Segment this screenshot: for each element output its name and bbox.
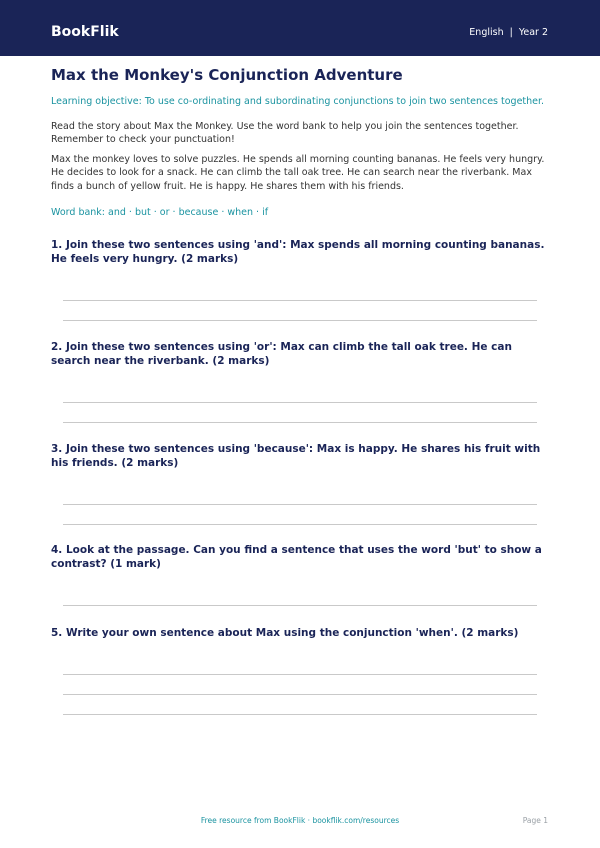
answer-line[interactable] — [63, 694, 537, 695]
separator: | — [509, 27, 513, 38]
header-bar — [0, 0, 600, 56]
answer-line[interactable] — [63, 524, 537, 525]
question-4: 4. Look at the passage. Can you find a sentence that uses the word 'but' to show a contrast? (1 mark) — [51, 544, 542, 570]
answer-line[interactable] — [63, 674, 537, 675]
subject-label: English — [469, 27, 504, 38]
answer-line[interactable] — [63, 320, 537, 321]
answer-line[interactable] — [63, 714, 537, 715]
question-2: 2. Join these two sentences using 'or': Max can climb the tall oak tree. He can search near the riverbank. (2 marks) — [51, 341, 512, 367]
year-label: Year 2 — [518, 27, 548, 38]
footer-resource-link[interactable]: Free resource from BookFlik · bookflik.com/resources — [200, 816, 400, 825]
header-meta — [469, 27, 548, 39]
instructions-text: Read the story about Max the Monkey. Use the word bank to help you join the sentences together. Remember to check your punctuation! — [51, 121, 519, 146]
answer-line[interactable] — [63, 605, 537, 606]
word-bank: Word bank: and · but · or · because · when · if — [51, 207, 269, 218]
worksheet-title: Max the Monkey's Conjunction Adventure — [51, 66, 403, 84]
story-passage: Max the monkey loves to solve puzzles. He spends all morning counting bananas. He feels very hungry. He decides to look for a snack. He can climb the tall oak tree. He can search near the riverbank. Max finds a bunch of yellow fruit. He is happy. He shares them with his friends. — [51, 154, 545, 192]
question-3: 3. Join these two sentences using 'because': Max is happy. He shares his fruit with his friends. (2 marks) — [51, 443, 541, 469]
answer-line[interactable] — [63, 300, 537, 301]
brand-logo-text[interactable]: BookFlik — [51, 24, 119, 40]
page-number: Page 1 — [522, 816, 548, 825]
answer-line[interactable] — [63, 504, 537, 505]
answer-line[interactable] — [63, 422, 537, 423]
footer — [0, 816, 600, 828]
question-1: 1. Join these two sentences using 'and': Max spends all morning counting bananas. He feels very hungry. (2 marks) — [51, 239, 545, 265]
learning-objective: Learning objective: To use co-ordinating and subordinating conjunctions to join two sentences together. — [51, 96, 545, 107]
question-5: 5. Write your own sentence about Max using the conjunction 'when'. (2 marks) — [51, 627, 519, 639]
answer-line[interactable] — [63, 402, 537, 403]
